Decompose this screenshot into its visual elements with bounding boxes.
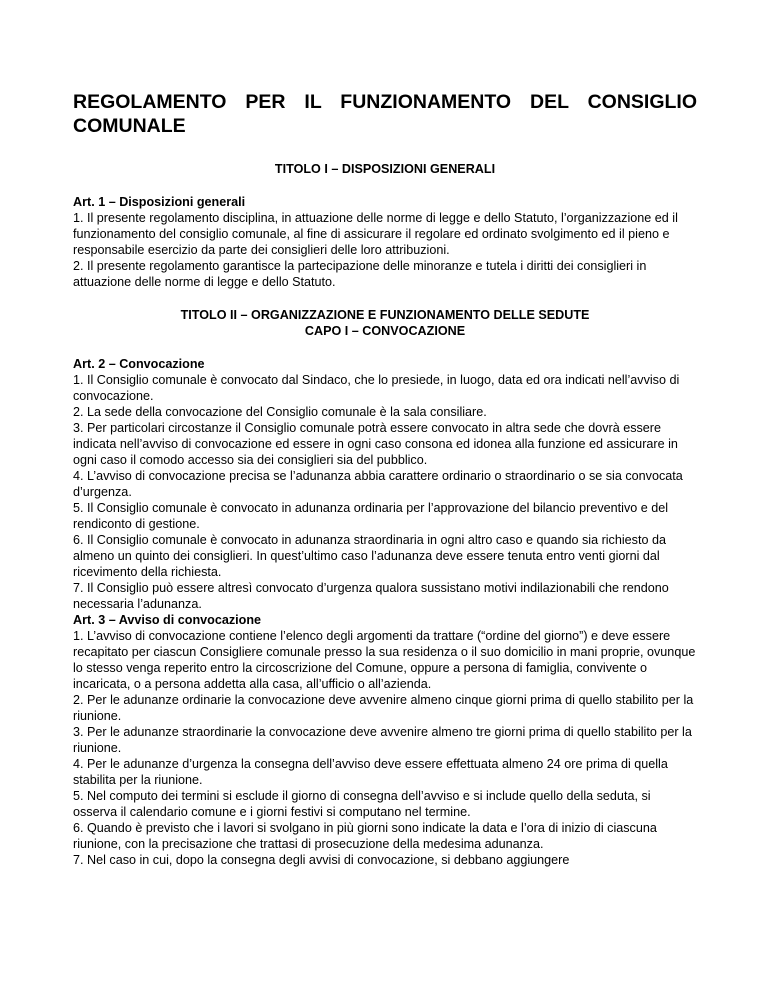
article-3-paragraph: 3. Per le adunanze straordinarie la convocazione deve avvenire almeno tre giorni prima di quello stabilito per la riunione. — [73, 725, 692, 755]
article-3-paragraph: 7. Nel caso in cui, dopo la consegna degli avvisi di convocazione, si debbano aggiungere — [73, 853, 570, 867]
document-page — [73, 90, 697, 868]
article-3-paragraph: 2. Per le adunanze ordinarie la convocazione deve avvenire almeno cinque giorni prima di quello stabilito per la riunione. — [73, 693, 694, 723]
article-3-paragraph: 4. Per le adunanze d’urgenza la consegna dell’avviso deve essere effettuata almeno 24 ore prima di quella stabilita per la riunione. — [73, 757, 668, 787]
article-3-paragraph: 1. L’avviso di convocazione contiene l’elenco degli argomenti da trattare (“ordine del giorno”) e deve essere recapitato per ciascun Consigliere comunale presso la sua residenza o il suo domicilio in mani proprie, ovunque lo stesso venga reperito entro la circoscrizione del Comune, oppure a persona di famiglia, convivente o incaricata, o a persona addetta alla casa, all’ufficio o all’azienda. — [73, 629, 696, 691]
titolo-2-heading: TITOLO II – ORGANIZZAZIONE E FUNZIONAMENTO DELLE SEDUTE — [180, 308, 590, 322]
article-2-paragraph: 3. Per particolari circostanze il Consiglio comunale potrà essere convocato in altra sede che dovrà essere indicata nell’avviso di convocazione ed essere in ogni caso consona ed idonea alla funzione ed assicurare in ogni caso il comodo accesso sia dei consiglieri sia del pubblico. — [73, 421, 678, 467]
article-2-paragraph: 7. Il Consiglio può essere altresì convocato d’urgenza qualora sussistano motivi indilazionabili che rendono necessaria l’adunanza. — [73, 581, 669, 611]
article-2-paragraph: 4. L’avviso di convocazione precisa se l’adunanza abbia carattere ordinario o straordinario o se sia convocata d’urgenza. — [73, 469, 683, 499]
article-2-paragraph: 6. Il Consiglio comunale è convocato in adunanza straordinaria in ogni altro caso e quando sia richiesto da almeno un quinto dei consiglieri. In quest’ultimo caso l’adunanza deve essere tenuta entro venti giorni dal ricevimento della richiesta. — [73, 533, 666, 579]
article-1-heading: Art. 1 – Disposizioni generali — [73, 195, 246, 209]
article-1-paragraph: 1. Il presente regolamento disciplina, in attuazione delle norme di legge e dello Statuto, l’organizzazione ed il funzionamento del consiglio comunale, al fine di assicurare il regolare ed ordinato svolgimento ed il pieno e responsabile esercizio da parte dei consiglieri delle loro attribuzioni. — [73, 211, 678, 257]
capo-1-heading: CAPO I – CONVOCAZIONE — [304, 324, 466, 338]
article-2-paragraph: 1. Il Consiglio comunale è convocato dal Sindaco, che lo presiede, in luogo, data ed ora indicati nell’avviso di convocazione. — [73, 373, 680, 403]
titolo-1-heading: TITOLO I – DISPOSIZIONI GENERALI — [274, 162, 496, 176]
article-3-paragraph: 6. Quando è previsto che i lavori si svolgano in più giorni sono indicate la data e l’ora di inizio di ciascuna riunione, con la precisazione che trattasi di prosecuzione della medesima adunanza. — [73, 821, 657, 851]
article-3-heading: Art. 3 – Avviso di convocazione — [73, 613, 262, 627]
article-1-paragraph: 2. Il presente regolamento garantisce la partecipazione delle minoranze e tutela i diritti dei consiglieri in attuazione delle norme di legge e dello Statuto. — [73, 259, 647, 289]
article-2-heading: Art. 2 – Convocazione — [73, 357, 205, 371]
article-2-paragraph: 5. Il Consiglio comunale è convocato in adunanza ordinaria per l’approvazione del bilancio preventivo e del rendiconto di gestione. — [73, 501, 669, 531]
article-3-paragraph: 5. Nel computo dei termini si esclude il giorno di consegna dell’avviso e si include quello della seduta, si osserva il calendario comune e i giorni festivi si computano nel termine. — [73, 789, 651, 819]
article-2-paragraph: 2. La sede della convocazione del Consiglio comunale è la sala consiliare. — [73, 405, 487, 419]
document-title: REGOLAMENTO PER IL FUNZIONAMENTO DEL CONSIGLIO COMUNALE — [73, 91, 697, 137]
